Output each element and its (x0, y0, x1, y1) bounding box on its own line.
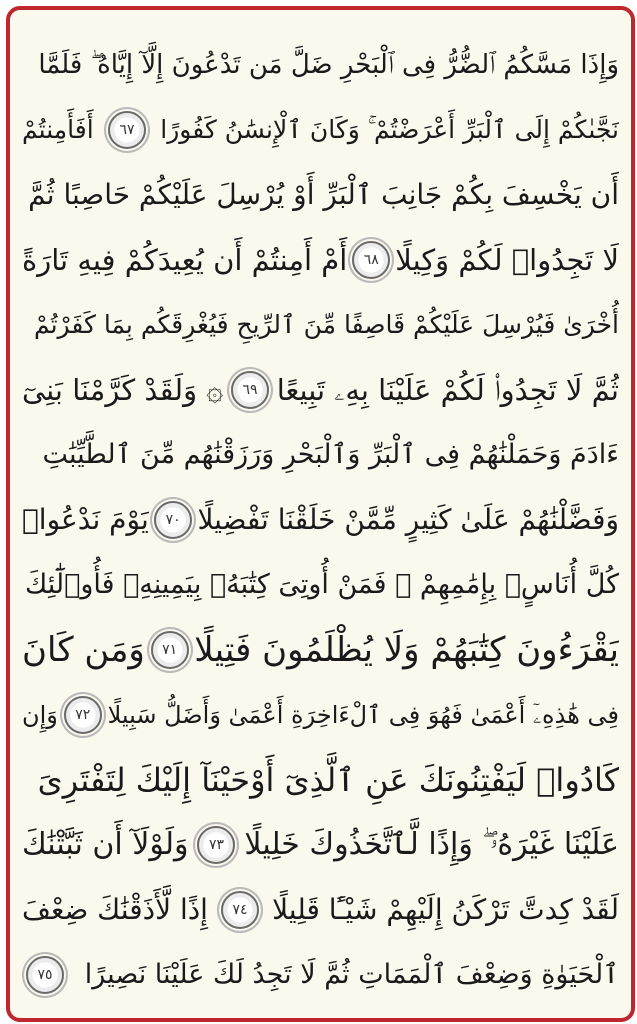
text-line (22, 487, 619, 552)
ayah-number-marker: ٧١ (151, 631, 189, 669)
verse-text: ثُمَّ لَا تَجِدُوا۟ لَكُمْ عَلَيْنَا بِهِۦ تَبِيعًا (276, 372, 619, 407)
ayah-number-marker: ٦٩ (231, 371, 269, 409)
verse-text: لَقَدْ كِدتَّ تَرْكَنُ إِلَيْهِمْ شَيْـًٔا قَلِيلًا (272, 893, 619, 927)
verse-text: ٱلْحَيَوٰةِ وَضِعْفَ ٱلْمَمَاتِ ثُمَّ لَا تَجِدُ لَكَ عَلَيْنَا نَصِيرًا (84, 959, 619, 991)
verse-text: وَفَضَّلْنَٰهُمْ عَلَىٰ كَثِيرٍ مِّمَّنْ خَلَقْنَا تَفْضِيلًا (197, 502, 619, 536)
verse-text: عَلَيْنَا غَيْرَهُۥ ۖ وَإِذًا لَّٱتَّخَذُوكَ خَلِيلًا (244, 827, 619, 863)
text-line (22, 97, 619, 162)
ayah-number-marker: ٦٨ (352, 241, 390, 279)
text-line (22, 748, 619, 813)
verse-text: كَادُوا۟ لَيَفْتِنُونَكَ عَنِ ٱلَّذِىٓ أَوْحَيْنَآ إِلَيْكَ لِتَفْتَرِىَ (37, 761, 619, 800)
text-line (22, 32, 619, 97)
verse-text: ءَادَمَ وَحَمَلْنَٰهُمْ فِى ٱلْبَرِّ وَٱلْبَحْرِ وَرَزَقْنَٰهُم مِّنَ ٱلطَّيِّبَٰتِ (42, 438, 619, 470)
text-line (22, 292, 619, 357)
text-line (22, 162, 619, 227)
ayah-number-marker: ٧٠ (154, 501, 192, 539)
ayah-number-marker: ٧٣ (197, 826, 235, 864)
ayah-number-marker: ٦٧ (108, 111, 146, 149)
verse-text: نَجَّىٰكُمْ إِلَى ٱلْبَرِّ أَعْرَضْتُمْ ۚ وَكَانَ ٱلْإِنسَٰنُ كَفُورًا (160, 114, 619, 144)
text-line (22, 227, 619, 292)
verse-text: أَفَأَمِنتُمْ (22, 114, 94, 144)
verse-text: يَوْمَ نَدْعُوا۟ (22, 502, 149, 536)
verse-text: يَقْرَءُونَ كِتَٰبَهُمْ وَلَا يُظْلَمُونَ فَتِيلًا (194, 630, 619, 671)
verse-text: وَإِن (22, 701, 58, 730)
verse-text: إِذًا لَّأَذَقْنَٰكَ ضِعْفَ (22, 893, 208, 927)
verse-text: كُلَّ أُنَاسٍۭ بِإِمَٰمِهِمْ ۖ فَمَنْ أُوتِىَ كِتَٰبَهُۥ بِيَمِينِهِۦ فَأُو۟لَٰٓئِكَ (25, 569, 619, 601)
ayah-number-marker: ٧٥ (26, 956, 64, 994)
verse-text: فِى هَٰذِهِۦٓ أَعْمَىٰ فَهُوَ فِى ٱلْءَاخِرَةِ أَعْمَىٰ وَأَضَلُّ سَبِيلًا (107, 701, 619, 730)
mushaf-page (6, 6, 635, 1022)
text-line (22, 618, 619, 683)
text-line (22, 357, 619, 422)
verse-text: أُخْرَىٰ فَيُرْسِلَ عَلَيْكُمْ قَاصِفًا مِّنَ ٱلرِّيحِ فَيُغْرِقَكُم بِمَا كَفَرْتُمْ (33, 309, 619, 339)
text-line (22, 553, 619, 618)
text-line (22, 878, 619, 943)
text-line (22, 813, 619, 878)
verse-text: لَا تَجِدُوا۟ لَكُمْ وَكِيلًا (395, 242, 619, 277)
verse-text: ۞ وَلَقَدْ كَرَّمْنَا بَنِىٓ (22, 372, 224, 407)
text-line (22, 422, 619, 487)
verse-lines (22, 32, 619, 1008)
ayah-number-marker: ٧٢ (64, 696, 102, 734)
verse-text: أَمْ أَمِنتُمْ أَن يُعِيدَكُمْ فِيهِ تَارَةً (22, 242, 348, 277)
verse-text: وَإِذَا مَسَّكُمُ ٱلضُّرُّ فِى ٱلْبَحْرِ ضَلَّ مَن تَدْعُونَ إِلَّآ إِيَّاهُ ۖ فَلَمَّا (38, 49, 619, 80)
ayah-number-marker: ٧٤ (221, 891, 259, 929)
verse-text: وَمَن كَانَ (22, 630, 145, 671)
verse-text: وَلَوْلَآ أَن ثَبَّتْنَٰكَ (22, 827, 189, 863)
verse-text: أَن يَخْسِفَ بِكُمْ جَانِبَ ٱلْبَرِّ أَوْ يُرْسِلَ عَلَيْكُمْ حَاصِبًا ثُمَّ (28, 177, 619, 211)
text-line (22, 683, 619, 748)
text-line (22, 943, 619, 1008)
